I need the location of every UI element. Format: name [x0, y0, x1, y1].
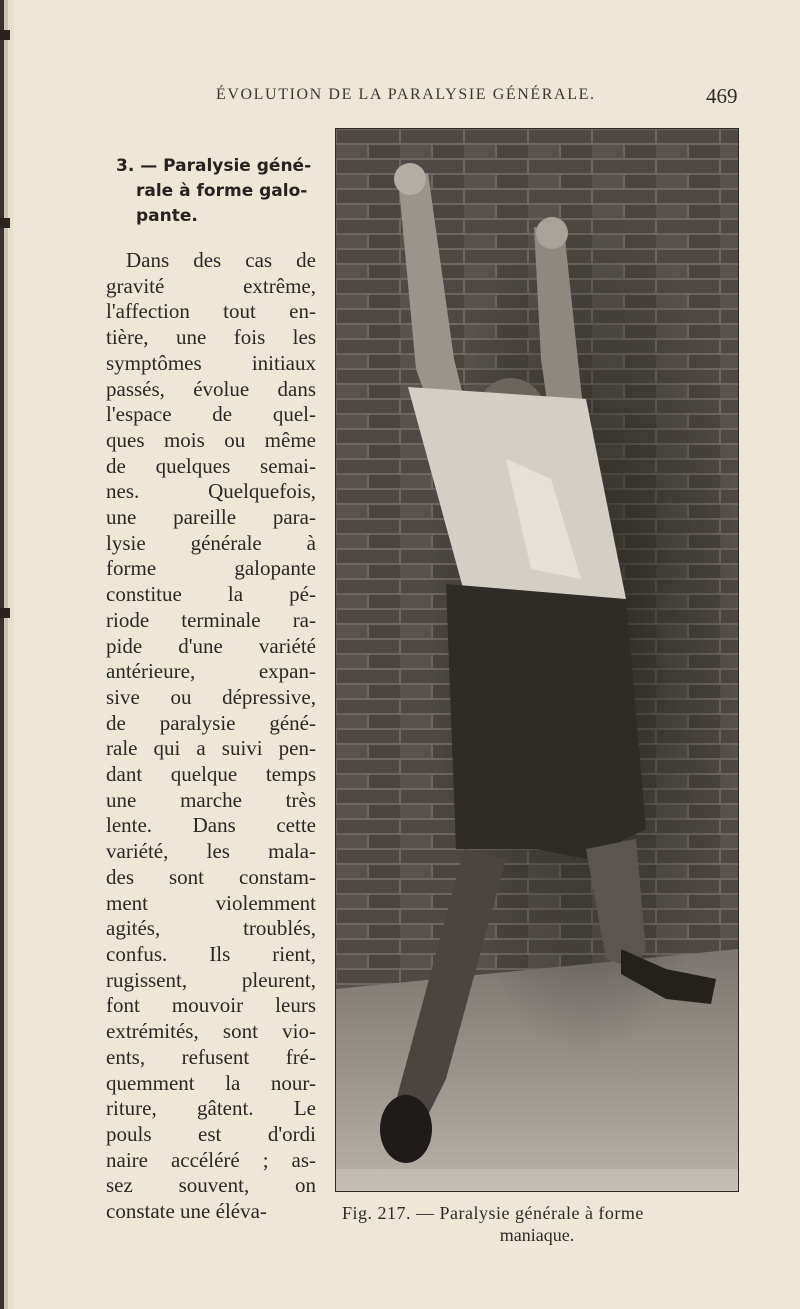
heading-line: pante. — [136, 206, 198, 226]
text-line: quemment la nour- — [106, 1070, 316, 1095]
text-line: ment violemment — [106, 890, 316, 915]
text-line: pide d'une variété — [106, 633, 316, 658]
text-line: rugissent, pleurent, — [106, 967, 316, 992]
text-line: font mouvoir leurs — [106, 993, 316, 1018]
section-heading — [116, 154, 326, 229]
spine-mark — [0, 30, 10, 40]
running-title: ÉVOLUTION DE LA PARALYSIE GÉNÉRALE. — [216, 86, 596, 103]
spine-mark — [0, 218, 10, 228]
text-line: naire accéléré ; as- — [106, 1147, 316, 1172]
text-line: l'espace de quel- — [106, 402, 316, 427]
caption-line: Fig. 217. — Paralysie générale à forme — [342, 1203, 644, 1223]
text-line: de quelques semai- — [106, 453, 316, 478]
page-number: 469 — [706, 84, 738, 108]
spine-mark — [0, 608, 10, 618]
text-line: lente. Dans cette — [106, 813, 316, 838]
text-line: confus. Ils rient, — [106, 941, 316, 966]
text-line: tière, une fois les — [106, 325, 316, 350]
text-line: constitue la pé- — [106, 582, 316, 607]
text-line: extrémités, sont vio- — [106, 1019, 316, 1044]
text-line: l'affection tout en- — [106, 299, 316, 324]
text-line: rale qui a suivi pen- — [106, 736, 316, 761]
text-line: riture, gâtent. Le — [106, 1096, 316, 1121]
text-line: symptômes initiaux — [106, 350, 316, 375]
text-line: agités, troublés, — [106, 916, 316, 941]
text-line: une marche très — [106, 787, 316, 812]
text-line: gravité extrême, — [106, 273, 316, 298]
book-spine-edge — [0, 0, 14, 1309]
text-line: passés, évolue dans — [106, 376, 316, 401]
text-line: de paralysie géné- — [106, 710, 316, 735]
text-line: des sont constam- — [106, 864, 316, 889]
page-header — [0, 86, 800, 112]
text-line: constate une éléva- — [106, 1199, 267, 1224]
text-line: riode terminale ra- — [106, 607, 316, 632]
body-paragraph — [106, 248, 316, 1225]
figure-engraving — [335, 128, 739, 1192]
text-line: ques mois ou même — [106, 427, 316, 452]
heading-line: rale à forme galo- — [136, 181, 308, 201]
text-line: une pareille para- — [106, 505, 316, 530]
ground-strip — [336, 1169, 738, 1191]
text-line: forme galopante — [106, 556, 316, 581]
text-line: pouls est d'ordi — [106, 1121, 316, 1146]
figure-caption — [340, 1202, 734, 1246]
text-line: Dans des cas de — [126, 248, 316, 272]
heading-line: 3. — Paralysie géné- — [116, 156, 312, 176]
engraving-illustration — [336, 129, 738, 1191]
text-line: ents, refusent fré- — [106, 1044, 316, 1069]
text-line: sez souvent, on — [106, 1173, 316, 1198]
text-line: dant quelque temps — [106, 762, 316, 787]
text-line: variété, les mala- — [106, 839, 316, 864]
text-line: antérieure, expan- — [106, 659, 316, 684]
text-line: lysie générale à — [106, 530, 316, 555]
text-line: nes. Quelquefois, — [106, 479, 316, 504]
caption-line: maniaque. — [499, 1225, 575, 1245]
text-line: sive ou dépressive, — [106, 684, 316, 709]
